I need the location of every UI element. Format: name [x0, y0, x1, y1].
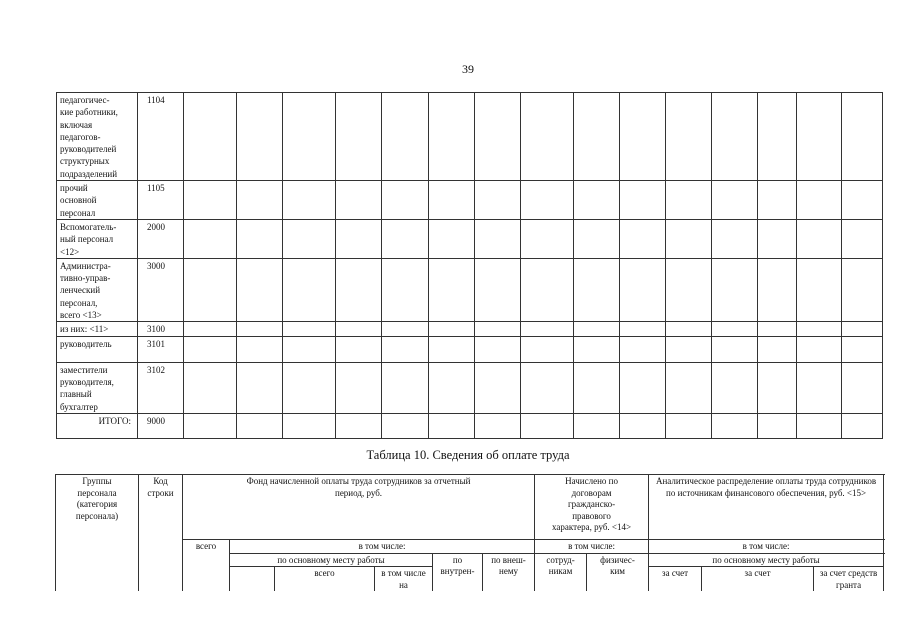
empty-cell: [666, 322, 712, 336]
empty-cell: [842, 322, 883, 336]
header-analytic-source-1: за счет: [649, 567, 702, 592]
empty-cell: [237, 219, 283, 258]
empty-cell: [574, 336, 620, 362]
empty-cell: [336, 181, 382, 220]
empty-cell: [712, 336, 758, 362]
header-contracts-individuals: физичес- ким: [587, 553, 649, 591]
empty-cell: [336, 413, 382, 438]
row-code: 1105: [138, 181, 184, 220]
empty-cell: [521, 258, 574, 321]
empty-cell: [237, 362, 283, 413]
empty-cell: [712, 322, 758, 336]
empty-cell: [475, 322, 521, 336]
empty-cell: [184, 258, 237, 321]
row-label: педагогичес- кие работники, включая педагогов- руководителей структурных подразделений: [57, 93, 138, 181]
row-code: 2000: [138, 219, 184, 258]
row-label: заместители руководителя, главный бухгалтер: [57, 362, 138, 413]
empty-cell: [758, 93, 797, 181]
empty-cell: [184, 219, 237, 258]
empty-cell: [336, 362, 382, 413]
empty-cell: [620, 413, 666, 438]
table-row: [57, 181, 883, 220]
empty-cell: [712, 219, 758, 258]
row-label: руководитель: [57, 336, 138, 362]
header-fund-main-place: по основному месту работы: [230, 553, 433, 567]
row-code: 3101: [138, 336, 184, 362]
empty-cell: [574, 181, 620, 220]
empty-cell: [842, 336, 883, 362]
empty-cell: [620, 93, 666, 181]
header-analytic-main-place: по основному месту работы: [649, 553, 884, 567]
empty-cell: [521, 322, 574, 336]
empty-cell: [283, 219, 336, 258]
empty-cell: [475, 362, 521, 413]
header-analytic-distribution: Аналитическое распределение оплаты труда сотрудников по источникам финансового обеспечения, руб. <15>: [649, 475, 884, 540]
empty-cell: [797, 362, 842, 413]
header-analytic-including: в том числе:: [649, 540, 884, 554]
empty-cell: [842, 93, 883, 181]
table-row: [57, 413, 883, 438]
empty-cell: [184, 181, 237, 220]
row-label: Администра- тивно-управ- ленческий персонал, всего <13>: [57, 258, 138, 321]
empty-cell: [574, 413, 620, 438]
empty-cell: [429, 219, 475, 258]
page-number: 39: [462, 62, 474, 76]
header-salary-fund: Фонд начисленной оплаты труда сотрудников за отчетный период, руб.: [183, 475, 535, 540]
empty-cell: [842, 181, 883, 220]
empty-cell: [842, 413, 883, 438]
empty-cell: [666, 93, 712, 181]
header-personnel-group: Группы персонала (категория персонала): [56, 475, 139, 592]
empty-cell: [184, 336, 237, 362]
empty-cell: [758, 413, 797, 438]
row-code: 9000: [138, 413, 184, 438]
header-main-including-on: в том числе на: [375, 567, 433, 592]
staff-table: [56, 92, 883, 439]
empty-cell: [521, 93, 574, 181]
empty-cell: [382, 258, 429, 321]
empty-cell: [620, 219, 666, 258]
table-row: [57, 93, 883, 181]
empty-cell: [382, 336, 429, 362]
empty-cell: [666, 336, 712, 362]
empty-cell: [521, 413, 574, 438]
empty-cell: [283, 181, 336, 220]
empty-cell: [283, 258, 336, 321]
empty-cell: [574, 93, 620, 181]
empty-cell: [758, 258, 797, 321]
table-row: [57, 336, 883, 362]
row-code: 3000: [138, 258, 184, 321]
header-contracts-including: в том числе:: [535, 540, 649, 554]
empty-cell: [475, 219, 521, 258]
empty-cell: [797, 93, 842, 181]
empty-cell: [336, 93, 382, 181]
row-code: 3100: [138, 322, 184, 336]
empty-cell: [429, 413, 475, 438]
empty-cell: [797, 322, 842, 336]
empty-cell: [797, 258, 842, 321]
empty-cell: [429, 322, 475, 336]
empty-cell: [620, 362, 666, 413]
empty-cell: [574, 362, 620, 413]
empty-cell: [382, 413, 429, 438]
empty-cell: [574, 322, 620, 336]
empty-cell: [429, 93, 475, 181]
salary-table: [55, 474, 884, 591]
empty-cell: [620, 336, 666, 362]
empty-cell: [620, 322, 666, 336]
header-fund-internal: по внутрен-: [433, 553, 483, 591]
row-label: Вспомогатель- ный персонал <12>: [57, 219, 138, 258]
empty-cell: [712, 362, 758, 413]
empty-cell: [283, 93, 336, 181]
header-main-total: всего: [275, 567, 375, 592]
empty-cell: [237, 181, 283, 220]
empty-cell: [797, 413, 842, 438]
row-label: ИТОГО:: [57, 413, 138, 438]
empty-cell: [475, 93, 521, 181]
empty-cell: [382, 181, 429, 220]
empty-cell: [797, 181, 842, 220]
empty-cell: [666, 362, 712, 413]
empty-cell: [429, 258, 475, 321]
empty-cell: [429, 181, 475, 220]
header-analytic-source-2: за счет: [702, 567, 814, 592]
row-code: 1104: [138, 93, 184, 181]
empty-cell: [475, 258, 521, 321]
empty-cell: [758, 336, 797, 362]
empty-cell: [336, 336, 382, 362]
row-label: из них: <11>: [57, 322, 138, 336]
header-row-code: Код строки: [139, 475, 183, 592]
empty-cell: [521, 336, 574, 362]
empty-cell: [429, 336, 475, 362]
row-code: 3102: [138, 362, 184, 413]
empty-cell: [429, 362, 475, 413]
header-civil-contracts: Начислено по договорам гражданско- правового характера, руб. <14>: [535, 475, 649, 540]
table-row: [57, 258, 883, 321]
empty-cell: [184, 362, 237, 413]
empty-cell: [237, 336, 283, 362]
empty-cell: [521, 219, 574, 258]
empty-cell: [184, 413, 237, 438]
empty-cell: [521, 181, 574, 220]
empty-cell: [712, 93, 758, 181]
empty-cell: [666, 181, 712, 220]
empty-cell: [382, 219, 429, 258]
empty-cell: [797, 219, 842, 258]
empty-cell: [521, 362, 574, 413]
empty-cell: [184, 322, 237, 336]
table-row: [57, 219, 883, 258]
table-row: [57, 322, 883, 336]
empty-cell: [666, 258, 712, 321]
empty-cell: [237, 93, 283, 181]
empty-cell: [475, 181, 521, 220]
empty-cell: [336, 322, 382, 336]
empty-cell: [842, 219, 883, 258]
table-caption: Таблица 10. Сведения об оплате труда: [366, 448, 570, 462]
empty-cell: [666, 219, 712, 258]
empty-cell: [712, 181, 758, 220]
header-analytic-grant: за счет средств гранта: [814, 567, 884, 592]
row-label: прочий основной персонал: [57, 181, 138, 220]
empty-cell: [283, 336, 336, 362]
empty-cell: [574, 258, 620, 321]
empty-cell: [666, 413, 712, 438]
table-row: [57, 362, 883, 413]
empty-cell: [184, 93, 237, 181]
empty-cell: [382, 362, 429, 413]
empty-cell: [842, 258, 883, 321]
empty-cell: [382, 322, 429, 336]
empty-cell: [797, 336, 842, 362]
empty-cell: [336, 258, 382, 321]
header-fund-total: всего: [183, 540, 230, 592]
empty-cell: [620, 258, 666, 321]
empty-cell: [475, 413, 521, 438]
header-fund-including: в том числе:: [230, 540, 535, 554]
empty-cell: [712, 413, 758, 438]
empty-cell: [712, 258, 758, 321]
header-contracts-employees: сотруд- никам: [535, 553, 587, 591]
empty-cell: [283, 322, 336, 336]
empty-cell: [283, 413, 336, 438]
empty-cell: [237, 413, 283, 438]
empty-cell: [574, 219, 620, 258]
empty-cell: [237, 322, 283, 336]
empty-cell: [283, 362, 336, 413]
empty-cell: [382, 93, 429, 181]
empty-cell: [758, 181, 797, 220]
empty-cell: [842, 362, 883, 413]
empty-cell: [237, 258, 283, 321]
empty-cell: [758, 322, 797, 336]
header-fund-external: по внеш- нему: [483, 553, 535, 591]
empty-cell: [758, 362, 797, 413]
empty-cell: [620, 181, 666, 220]
empty-cell: [336, 219, 382, 258]
empty-cell: [758, 219, 797, 258]
empty-cell: [475, 336, 521, 362]
